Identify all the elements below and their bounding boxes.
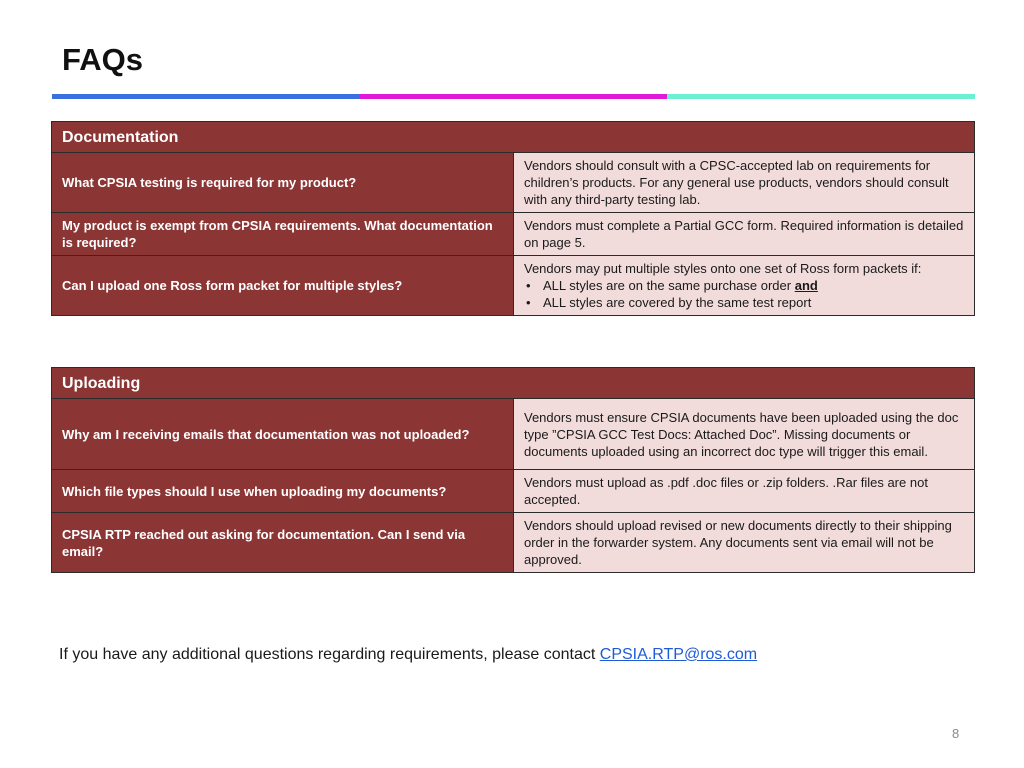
footer-text: If you have any additional questions regarding requirements, please contact xyxy=(59,646,600,663)
underline-blue xyxy=(52,94,360,99)
table-header-row xyxy=(52,368,975,399)
underline-teal xyxy=(667,94,975,99)
table-row xyxy=(52,399,975,470)
answer-intro: Vendors may put multiple styles onto one set of Ross form packets if: xyxy=(524,261,922,276)
answer-bullet-list xyxy=(524,277,964,311)
question-cell: What CPSIA testing is required for my product? xyxy=(52,153,514,213)
question-cell: My product is exempt from CPSIA requirements. What documentation is required? xyxy=(52,213,514,256)
page-title: FAQs xyxy=(62,42,143,77)
question-cell: Can I upload one Ross form packet for multiple styles? xyxy=(52,256,514,316)
contact-email-link[interactable]: CPSIA.RTP@ros.com xyxy=(599,646,758,663)
answer-cell: Vendors should upload revised or new documents directly to their shipping order in the forwarder system. Any documents sent via email will not be approved. xyxy=(514,513,975,573)
answer-bullet xyxy=(524,277,964,294)
underline-magenta xyxy=(360,94,668,99)
answer-cell: Vendors should consult with a CPSC-accepted lab on requirements for children’s products. For any general use products, vendors should consult with any third-party testing lab. xyxy=(514,153,975,213)
documentation-table xyxy=(51,121,975,316)
title-underline xyxy=(52,94,975,99)
table-row xyxy=(52,153,975,213)
answer-cell: Vendors must upload as .pdf .doc files or .zip folders. .Rar files are not accepted. xyxy=(514,470,975,513)
question-cell: Why am I receiving emails that documentation was not uploaded? xyxy=(52,399,514,470)
page-number: 8 xyxy=(952,726,960,741)
table-row xyxy=(52,470,975,513)
answer-bullet: • ALL styles are covered by the same test report xyxy=(524,294,964,311)
section-header: Uploading xyxy=(52,368,975,399)
table-row xyxy=(52,256,975,316)
question-cell: Which file types should I use when uploading my documents? xyxy=(52,470,514,513)
bullet-text: ALL styles are on the same purchase order xyxy=(543,278,792,293)
contact-footer xyxy=(59,646,757,664)
table-header-row xyxy=(52,122,975,153)
table-row xyxy=(52,213,975,256)
answer-cell: Vendors must ensure CPSIA documents have been uploaded using the doc type ”CPSIA GCC Test Docs: Attached Doc”. Missing documents or documents uploaded using an incorrect doc type will trigger this email. xyxy=(514,399,975,470)
question-cell: CPSIA RTP reached out asking for documentation. Can I send via email? xyxy=(52,513,514,573)
bullet-emphasis: and xyxy=(794,278,818,293)
uploading-table xyxy=(51,367,975,573)
section-header: Documentation xyxy=(52,122,975,153)
answer-cell xyxy=(514,256,975,316)
answer-cell: Vendors must complete a Partial GCC form. Required information is detailed on page 5. xyxy=(514,213,975,256)
table-row xyxy=(52,513,975,573)
